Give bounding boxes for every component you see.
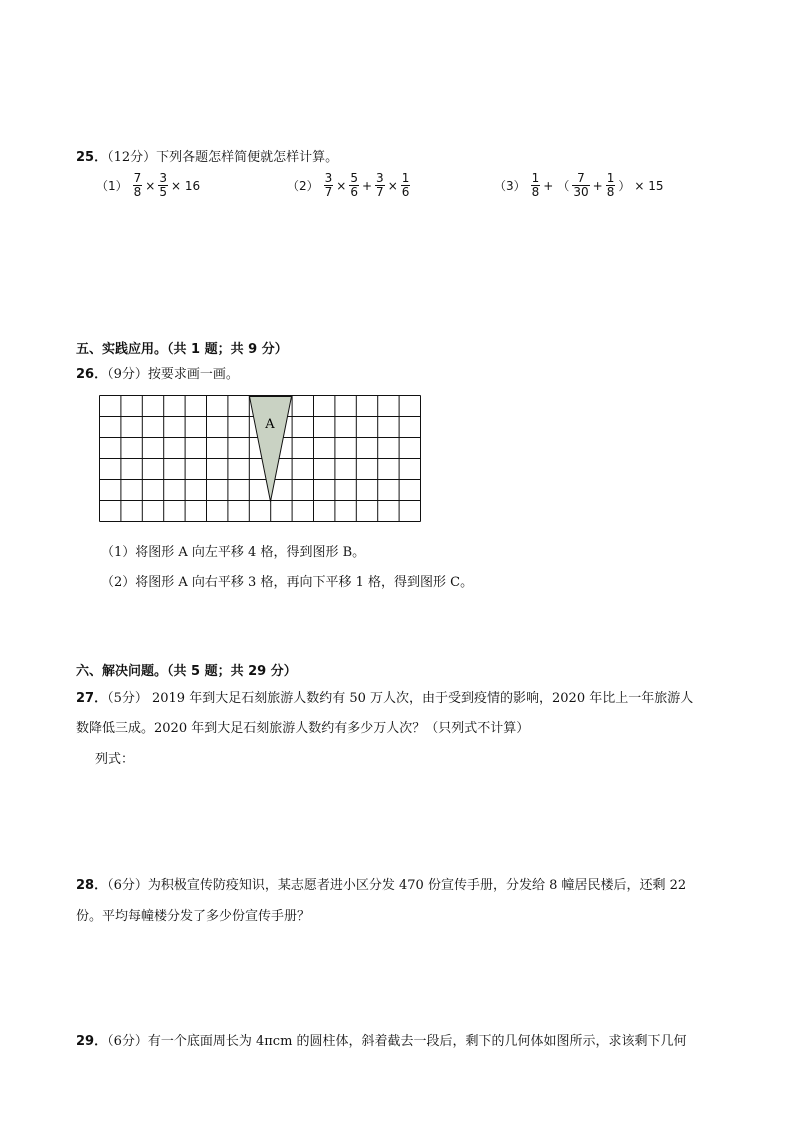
section-5-title: 五、实践应用。（共 1 题；共 9 分） <box>76 342 288 357</box>
operator: × <box>145 178 156 193</box>
part-label: （2） <box>287 179 319 193</box>
part-label: （3） <box>494 179 526 193</box>
q29-line1 <box>76 1030 687 1049</box>
q28-text: （6分）为积极宣传防疫知识，某志愿者进小区分发 470 份宣传手册，分发给 8 幢居民楼后，还剩 22 <box>107 878 687 893</box>
operator: × <box>336 178 347 193</box>
fraction: $\frac{1}{8}$ <box>606 171 615 199</box>
fraction: $\frac{3}{7}$ <box>324 171 333 199</box>
q25-number: 25． <box>76 150 108 165</box>
q29-text: （6分）有一个底面周长为 4πcm 的圆柱体，斜着截去一段后，剩下的几何体如图所示，求该剩下几何 <box>107 1034 687 1049</box>
section-6-title: 六、解决问题。（共 5 题；共 29 分） <box>76 664 297 679</box>
operator: × <box>387 178 398 193</box>
q28-line1 <box>76 874 686 893</box>
fraction: $\frac{1}{8}$ <box>531 171 540 199</box>
operator: + <box>543 178 554 193</box>
part-label: （1） <box>96 179 128 193</box>
fraction: $\frac{1}{6}$ <box>401 171 410 199</box>
operator-tail: × 15 <box>634 178 664 193</box>
q27-number: 27． <box>76 691 108 706</box>
right-paren: ） <box>618 179 631 193</box>
q28-line2: 份。平均每幢楼分发了多少份宣传手册？ <box>76 909 311 924</box>
q25-part1 <box>96 172 202 199</box>
q25-heading <box>76 146 338 165</box>
shape-a <box>250 397 292 502</box>
q27-text: （5分） 2019 年到大足石刻旅游人数约有 50 万人次，由于受到疫情的影响，2020 年比上一年旅游人 <box>107 691 694 706</box>
q25-part2 <box>287 172 411 199</box>
fraction: $\frac{5}{6}$ <box>350 171 358 199</box>
fraction: $\frac{7}{30}$ <box>573 171 589 199</box>
operator: + <box>361 178 373 193</box>
grid-figure <box>99 395 445 525</box>
left-paren: （ <box>557 179 570 193</box>
fraction: $\frac{7}{8}$ <box>133 171 142 199</box>
q26-heading <box>76 363 239 382</box>
q25-text: （12分）下列各题怎样简便就怎样计算。 <box>107 150 339 165</box>
operator: + <box>592 178 603 193</box>
q27-answer-label: 列式： <box>95 752 135 767</box>
q27-line2: 数降低三成。2020 年到大足石刻旅游人数约有多少万人次？（只列式不计算） <box>76 721 530 736</box>
q27-line1 <box>76 687 693 706</box>
fraction: $\frac{3}{5}$ <box>159 171 167 199</box>
q29-number: 29． <box>76 1034 108 1049</box>
q26-number: 26． <box>76 367 108 382</box>
operator-tail: × 16 <box>170 178 201 193</box>
q26-text: （9分）按要求画一画。 <box>107 367 239 382</box>
q25-part3 <box>494 172 666 199</box>
shape-a-label: A <box>265 417 275 432</box>
q26-item1: （1）将图形 A 向左平移 4 格，得到图形 B。 <box>101 545 366 560</box>
fraction: $\frac{3}{7}$ <box>376 171 384 199</box>
q28-number: 28． <box>76 878 108 893</box>
q26-item2: （2）将图形 A 向右平移 3 格，再向下平移 1 格，得到图形 C。 <box>101 575 474 590</box>
